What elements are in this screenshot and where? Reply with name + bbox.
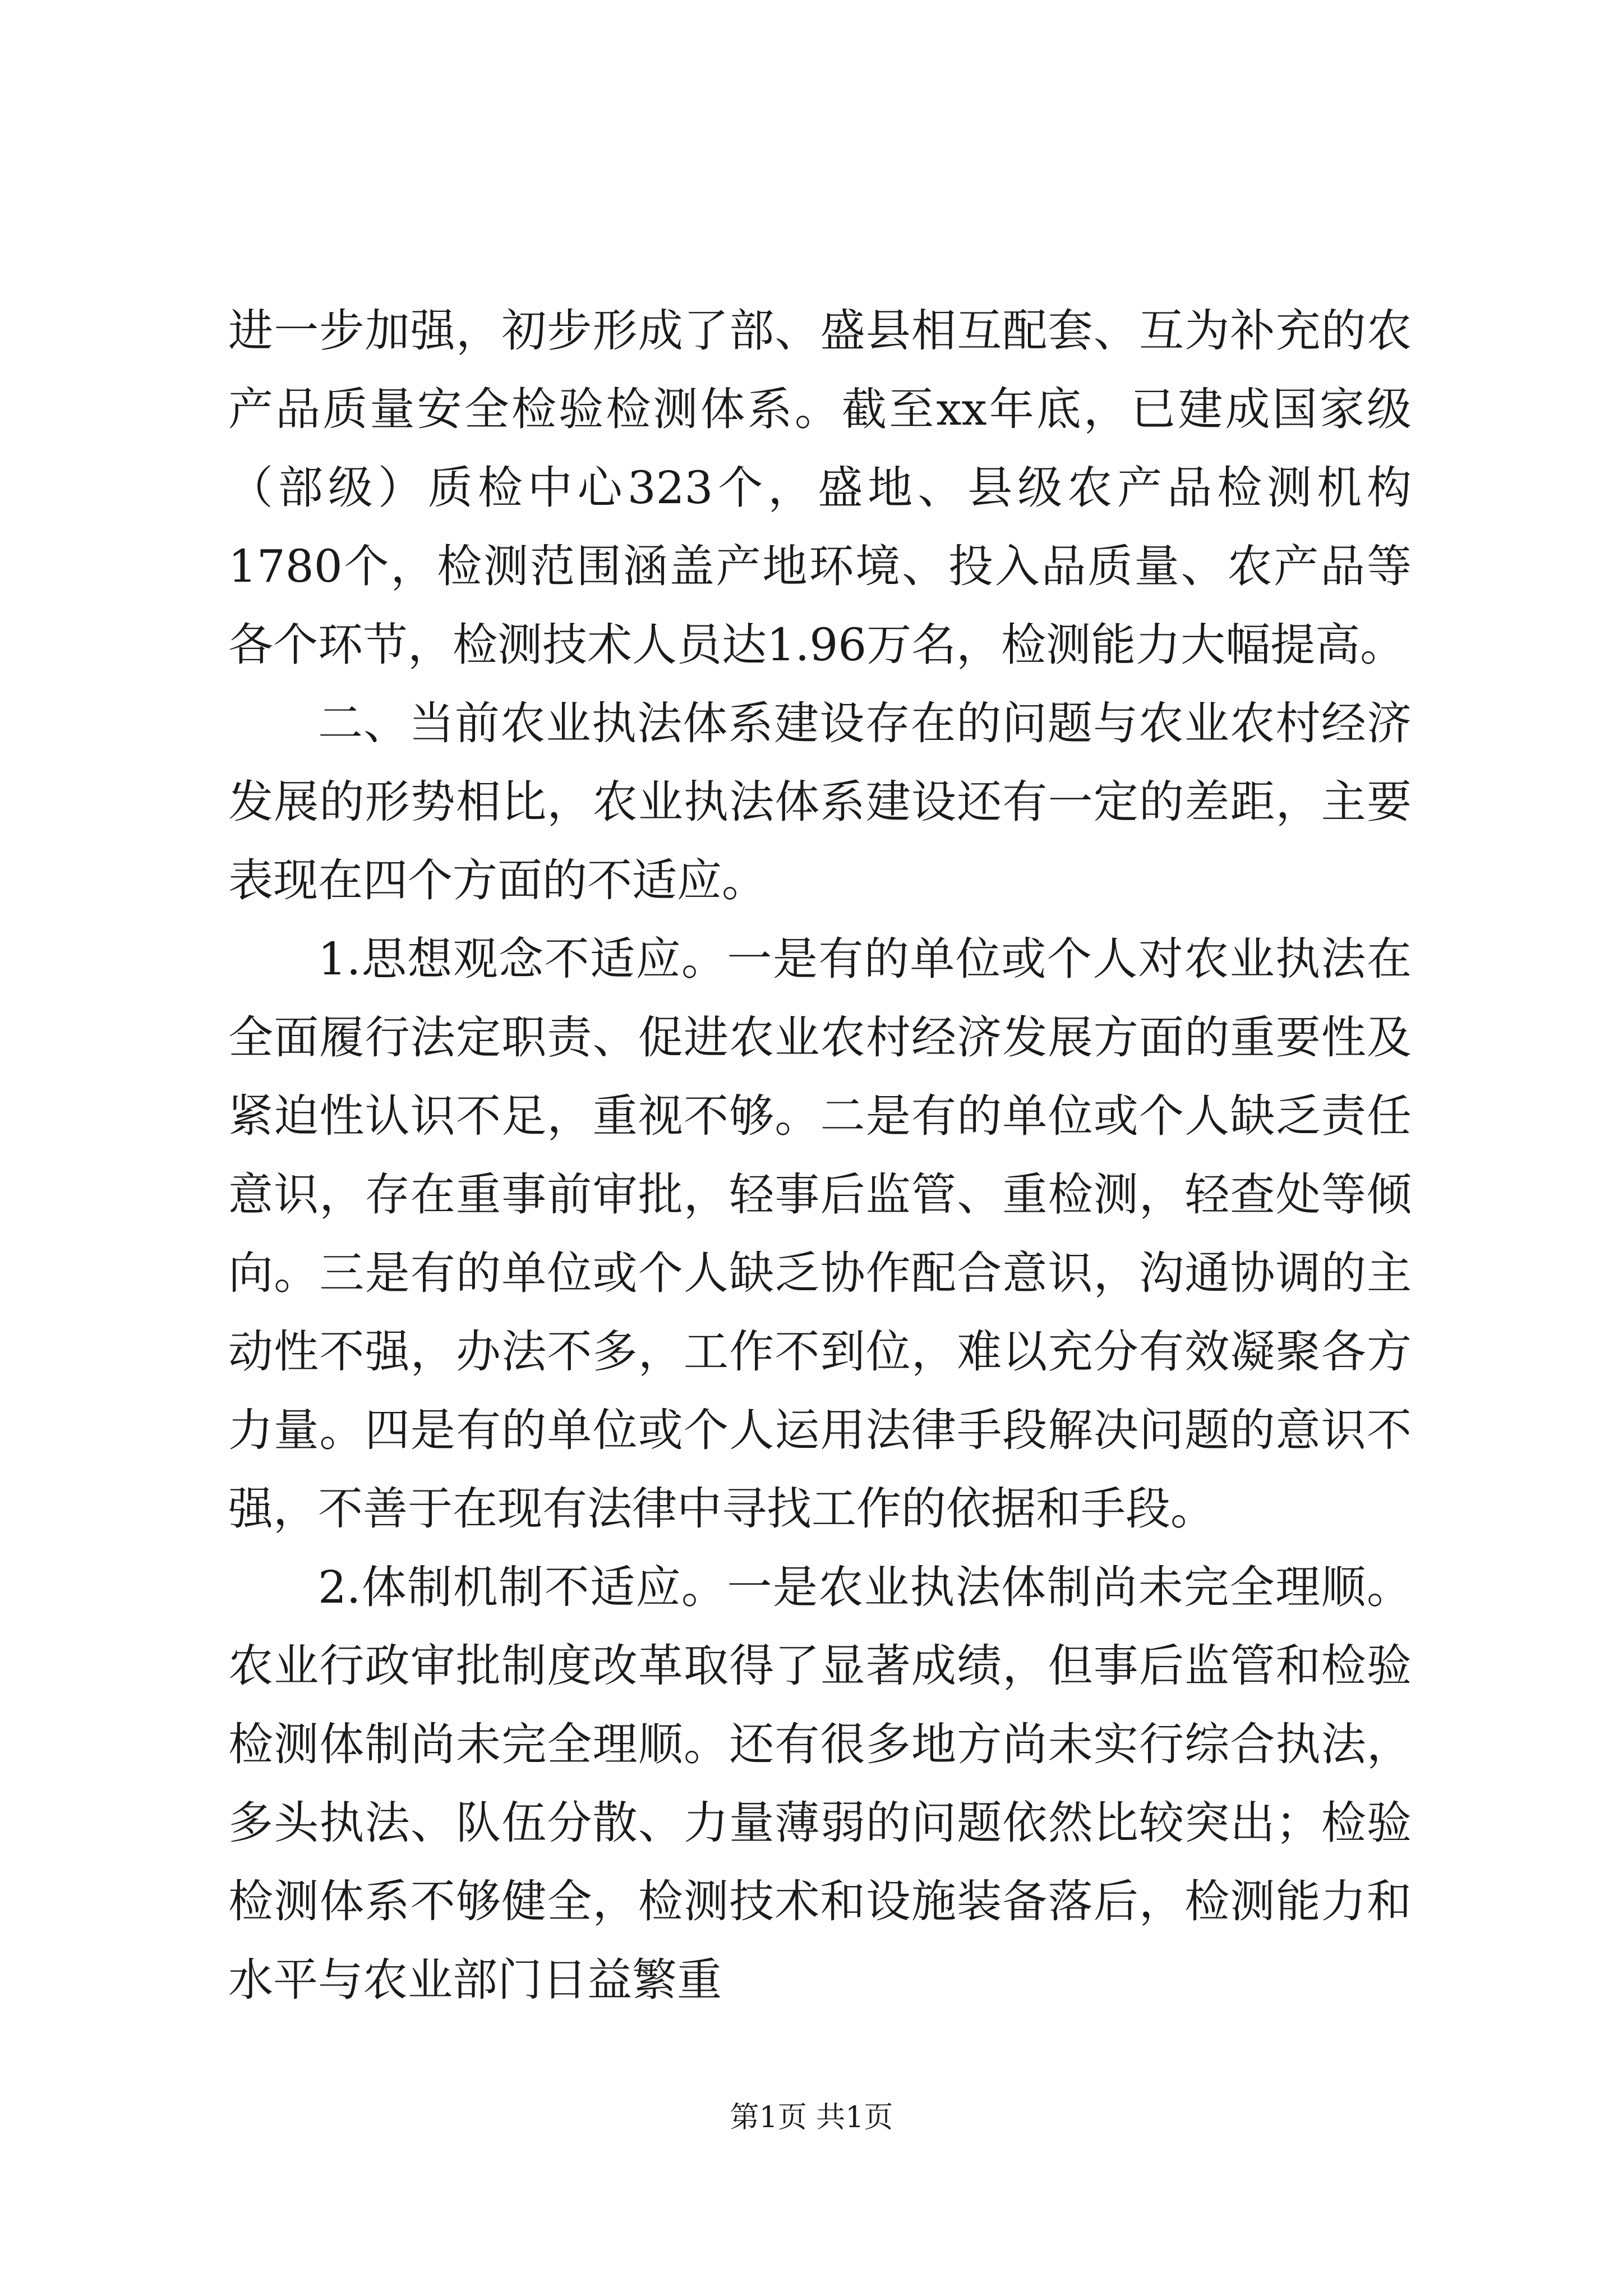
paragraph-point-one: 1.思想观念不适应。一是有的单位或个人对农业执法在全面履行法定职责、促进农业农村经济发展方面的重要性及紧迫性认识不足，重视不够。二是有的单位或个人缺乏责任意识，存在重事前审批，轻事后监管、重检测，轻查处等倾向。三是有的单位或个人缺乏协作配合意识，沟通协调的主动性不强，办法不多，工作不到位，难以充分有效凝聚各方力量。四是有的单位或个人运用法律手段解决问题的意识不强，不善于在现有法律中寻找工作的依据和手段。 — [228, 933, 1412, 1535]
paragraph-continuation: 进一步加强，初步形成了部、盛县相互配套、互为补充的农产品质量安全检验检测体系。截至xx年底，已建成国家级（部级）质检中心323个，盛地、县级农产品检测机构1780个，检测范围涵盖产地环境、投入品质量、农产品等各个环节，检测技术人员达1.96万名，检测能力大幅提高。 — [228, 305, 1412, 671]
paragraph-section-two: 二、当前农业执法体系建设存在的问题与农业农村经济发展的形势相比，农业执法体系建设还有一定的差距，主要表现在四个方面的不适应。 — [228, 697, 1412, 907]
paragraph-point-two: 2.体制机制不适应。一是农业执法体制尚未完全理顺。农业行政审批制度改革取得了显著成绩，但事后监管和检验检测体制尚未完全理顺。还有很多地方尚未实行综合执法，多头执法、队伍分散、力量薄弱的问题依然比较突出；检验检测体系不够健全，检测技术和设施装备落后，检测能力和水平与农业部门日益繁重 — [228, 1561, 1412, 2006]
document-body — [228, 292, 1412, 2019]
page-footer: 第1页 共1页 — [730, 2101, 893, 2134]
